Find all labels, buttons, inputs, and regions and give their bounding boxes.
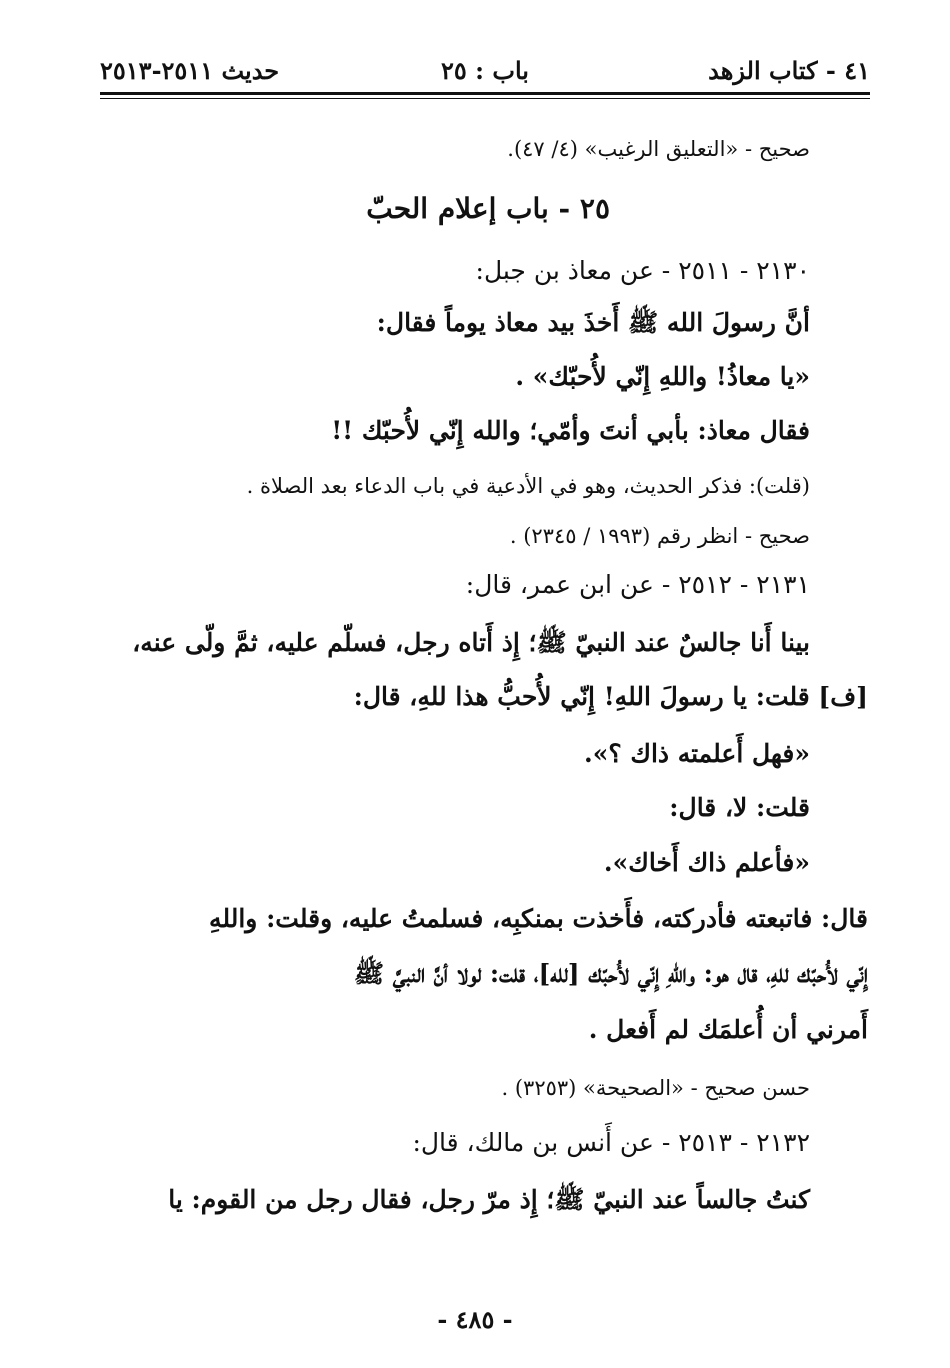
- chapter-title: ٤١ - كتاب الزهد: [708, 56, 870, 85]
- hadith-number-line: ٢١٣١ - ٢٥١٢ - عن ابن عمر، قال:: [465, 570, 810, 599]
- grade-line: صحيح - «التعليق الرغيب» (٤/ ٤٧).: [507, 137, 810, 161]
- section-heading: ٢٥ - باب إعلام الحبّ: [366, 192, 610, 225]
- text-line: إِنّي لأُحبّك للهِ، قال هو: واللهِ إِنّي لأُحبّك [لله]، قلت: لولا أنَّ النبيَّ ﷺ: [353, 959, 868, 988]
- text-line: قلت: لا، قال:: [669, 793, 810, 822]
- page-header: [100, 56, 870, 90]
- text-line: «فأعلم ذاك أَخاك».: [603, 848, 810, 877]
- hadith-range: حديث ٢٥١١-٢٥١٣: [100, 56, 280, 85]
- grade-line: صحيح - انظر رقم (١٩٩٣ / ٢٣٤٥) .: [509, 524, 810, 548]
- text-line: بينا أَنا جالسٌ عند النبيّ ﷺ؛ إِذ أَتاه رجل، فسلّم عليه، ثمَّ ولّى عنه،: [132, 628, 810, 657]
- text-line: «فهل أَعلمته ذاك ؟».: [584, 739, 810, 768]
- hadith-number-line: ٢١٣٠ - ٢٥١١ - عن معاذ بن جبل:: [475, 256, 810, 285]
- hadith-number-line: ٢١٣٢ - ٢٥١٣ - عن أَنس بن مالك، قال:: [412, 1128, 810, 1157]
- header-rule-thick: [100, 92, 870, 95]
- text-line: [ف] قلت: يا رسولَ اللهِ! إِنّي لأُحبُّ هذا للهِ، قال:: [353, 682, 868, 711]
- grade-line: حسن صحيح - «الصحيحة» (٣٢٥٣) .: [501, 1076, 810, 1100]
- page-number: - ٤٨٥ -: [437, 1305, 513, 1334]
- note-line: (قلت): فذكر الحديث، وهو في الأدعية في باب الدعاء بعد الصلاة .: [246, 474, 810, 498]
- text-line: «يا معاذُ! واللهِ إِنّي لأُحبّك» .: [515, 362, 810, 391]
- text-line: قال: فاتبعته فأدركته، فأَخذت بمنكبِه، فسلمتُ عليه، وقلت: واللهِ: [209, 904, 868, 933]
- text-line: أَمرني أن أُعلمَك لم أَفعل .: [588, 1015, 868, 1044]
- text-line: أنَّ رسولَ الله ﷺ أَخذَ بيد معاذ يوماً فقال:: [376, 308, 810, 337]
- section-number: باب : ٢٥: [441, 56, 529, 85]
- text-line: فقال معاذ: بأبي أنتَ وأمّي؛ والله إِنّي لأُحبّك !!: [331, 416, 810, 445]
- text-line: كنتُ جالساً عند النبيّ ﷺ؛ إِذ مرّ رجل، فقال رجل من القوم: يا: [168, 1185, 810, 1214]
- header-rule-thin: [100, 98, 870, 99]
